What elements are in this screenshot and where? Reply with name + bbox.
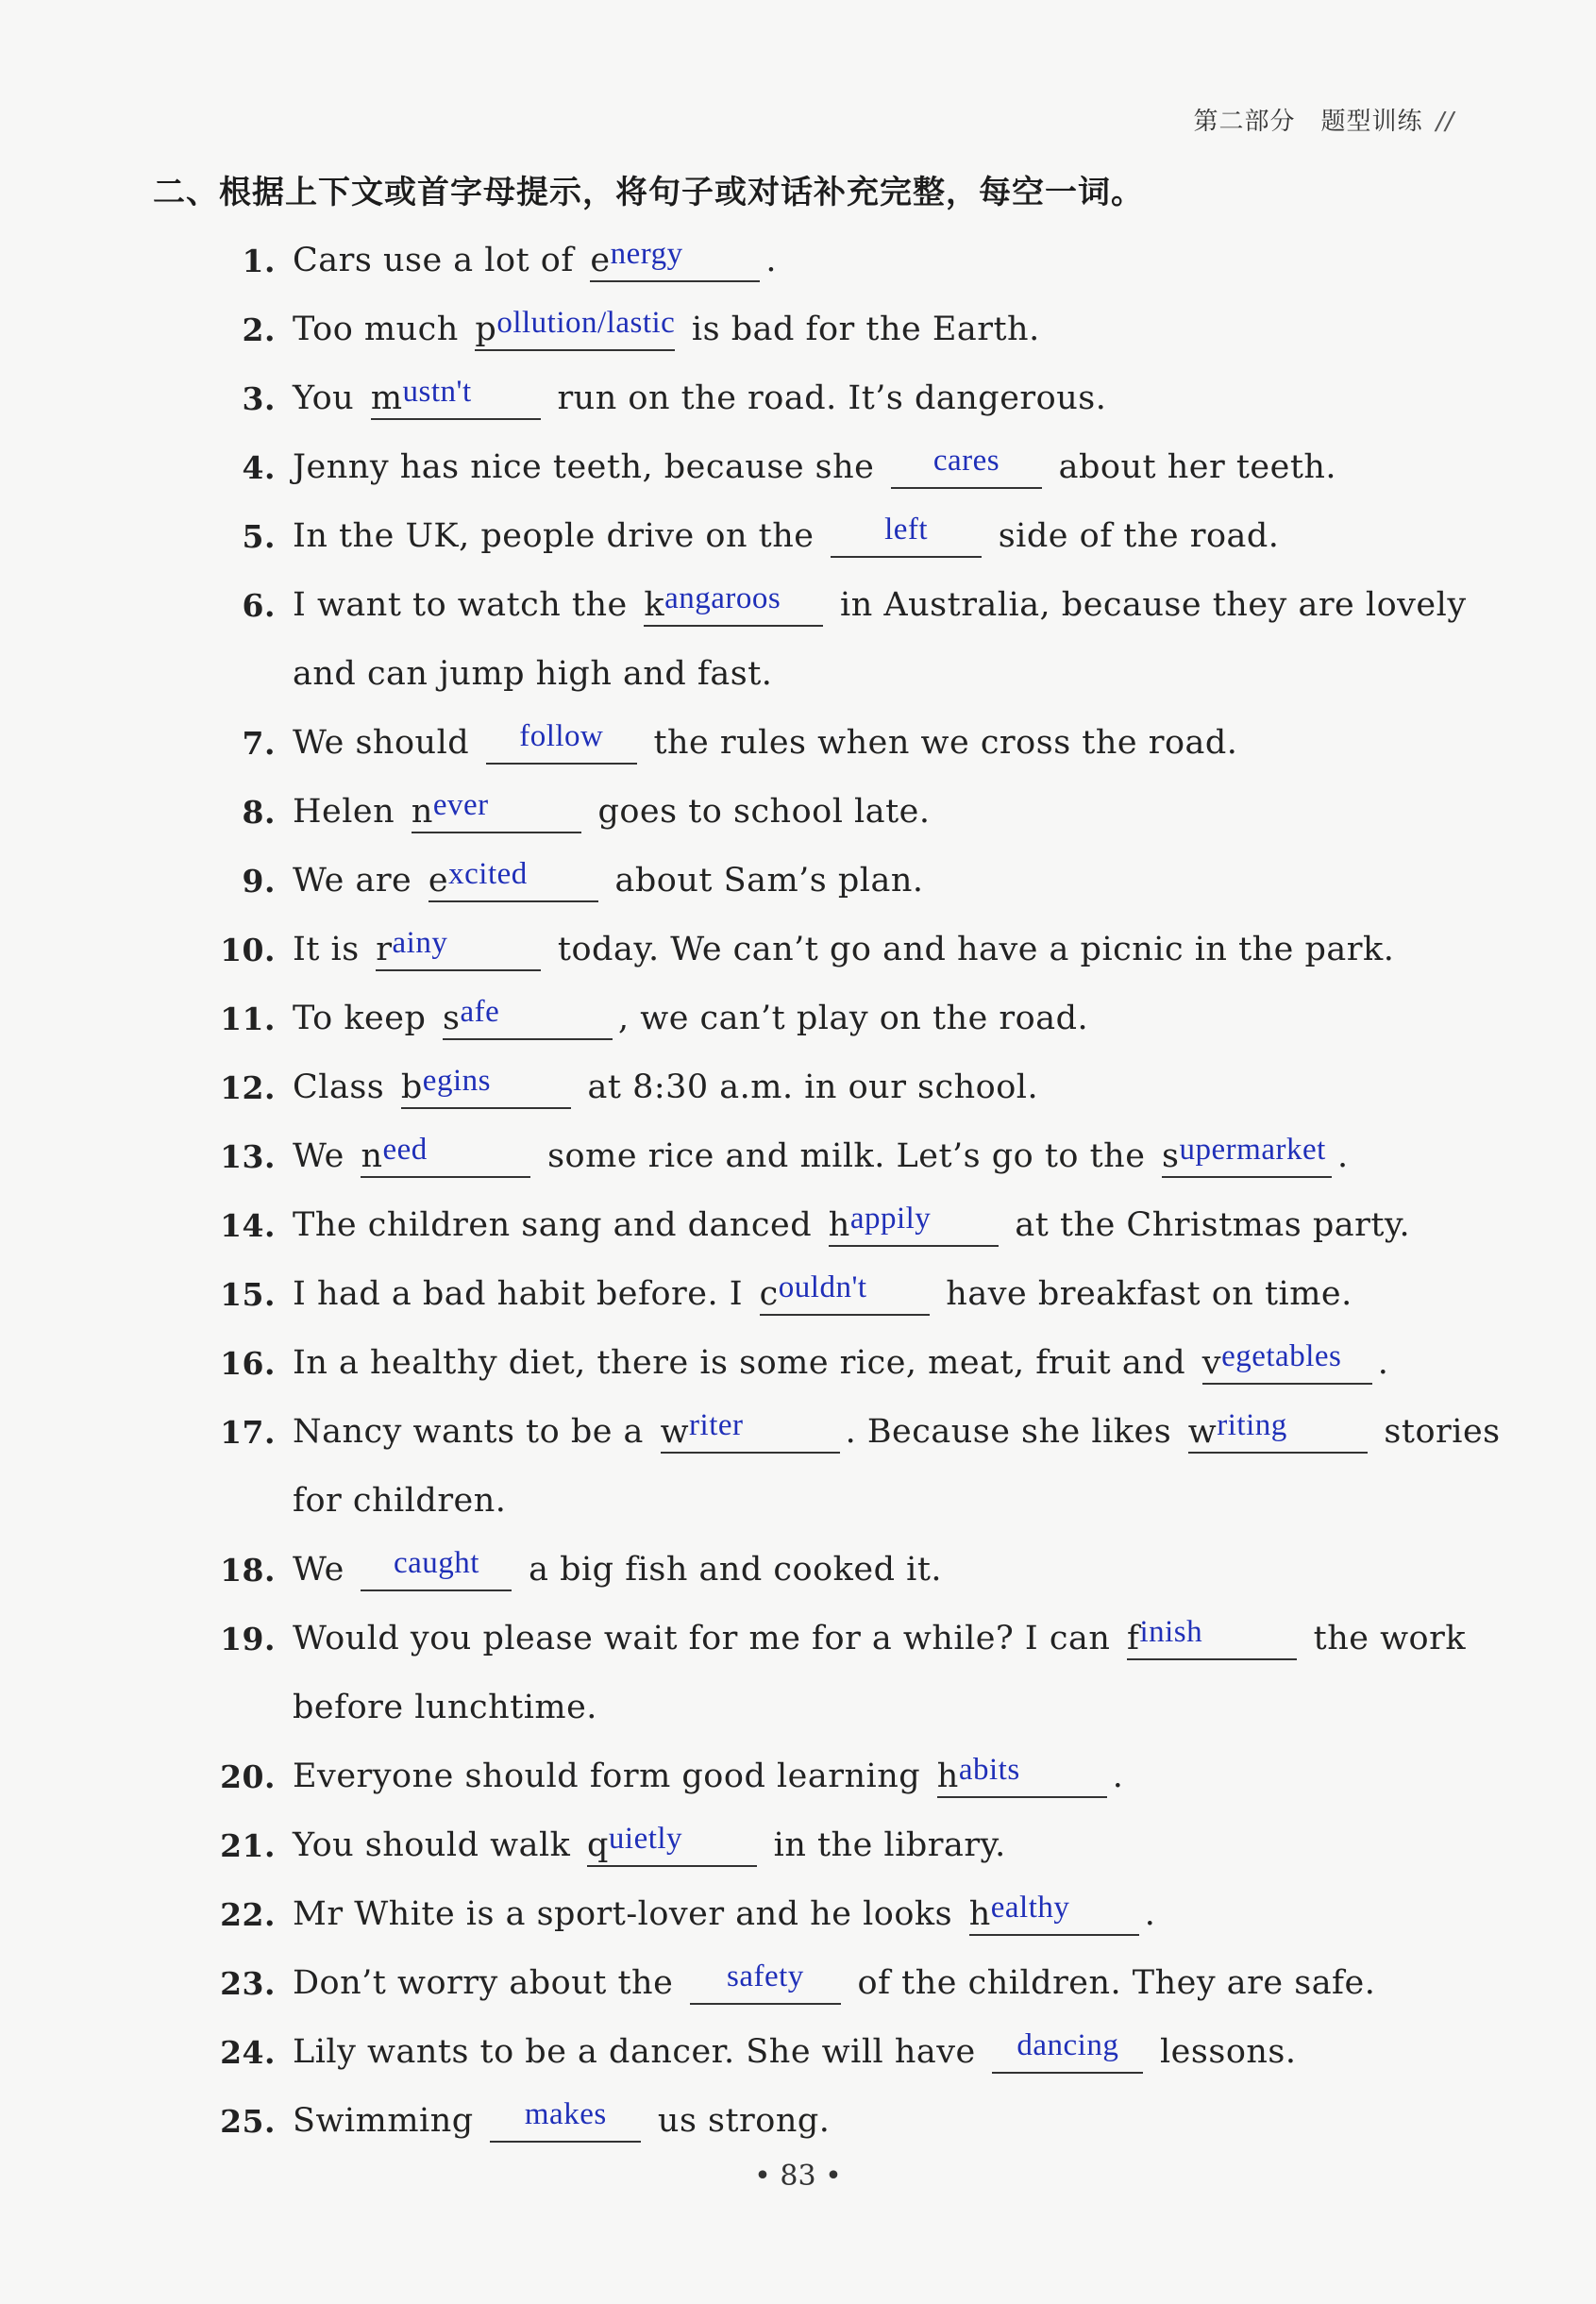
handwritten-answer: xcited xyxy=(448,857,528,891)
first-letter-hint: q xyxy=(587,1826,609,1864)
sentence-text: Class xyxy=(293,1068,395,1106)
handwritten-answer: egins xyxy=(422,1064,491,1098)
sentence-text: the work xyxy=(1302,1620,1467,1657)
exercise-item xyxy=(217,1880,1453,1949)
first-letter-hint: v xyxy=(1201,1344,1222,1382)
item-number: 8. xyxy=(242,794,276,831)
first-letter-hint: e xyxy=(590,242,611,279)
handwritten-answer: dancing xyxy=(1016,2028,1119,2062)
answer-blank[interactable] xyxy=(968,1891,1139,1936)
sentence-text: some rice and milk. Let’s go to the xyxy=(536,1137,1157,1175)
handwritten-answer: afe xyxy=(460,995,500,1029)
sentence-text: today. We can’t go and have a picnic in the park. xyxy=(546,931,1395,968)
answer-blank[interactable] xyxy=(831,513,982,558)
exercise-item xyxy=(217,364,1453,433)
handwritten-answer: upermarket xyxy=(1179,1133,1326,1167)
first-letter-hint: e xyxy=(428,862,449,900)
sentence-text: . xyxy=(1112,1757,1124,1795)
handwritten-answer: caught xyxy=(393,1546,479,1580)
sentence-text: . xyxy=(1337,1137,1349,1175)
exercise-item xyxy=(217,2018,1453,2087)
handwritten-answer: follow xyxy=(519,719,604,753)
sentence-text: The children sang and danced xyxy=(293,1206,823,1244)
item-number: 13. xyxy=(220,1138,276,1175)
exercise-item-continuation xyxy=(217,1673,1453,1742)
page-header xyxy=(1193,102,1454,137)
sentence-text: Cars use a lot of xyxy=(293,242,585,279)
answer-blank[interactable] xyxy=(936,1753,1107,1798)
sentence-text: . xyxy=(1377,1344,1389,1382)
item-number: 14. xyxy=(220,1207,276,1244)
item-number: 11. xyxy=(220,1001,276,1037)
first-letter-hint: h xyxy=(936,1757,959,1795)
item-number: 19. xyxy=(220,1621,276,1657)
exercise-item xyxy=(217,1122,1453,1191)
answer-blank[interactable] xyxy=(1162,1133,1332,1178)
item-number: 24. xyxy=(220,2034,276,2071)
sentence-text: Jenny has nice teeth, because she xyxy=(293,448,886,486)
header-mark: // xyxy=(1436,108,1454,136)
first-letter-hint: n xyxy=(411,793,433,831)
item-number: 3. xyxy=(242,380,276,417)
first-letter-hint: n xyxy=(361,1137,383,1175)
exercise-item xyxy=(217,847,1453,916)
sentence-text: Don’t worry about the xyxy=(293,1964,684,2002)
sentence-text: I want to watch the xyxy=(293,586,639,624)
first-letter-hint: s xyxy=(443,1000,461,1037)
item-number: 4. xyxy=(242,449,276,486)
sentence-text: run on the road. It’s dangerous. xyxy=(546,379,1107,417)
sentence-text: I had a bad habit before. I xyxy=(293,1275,754,1313)
exercise-item xyxy=(217,1398,1501,1467)
answer-blank[interactable] xyxy=(690,1959,841,2005)
answer-blank[interactable] xyxy=(428,857,598,902)
answer-blank[interactable] xyxy=(400,1064,571,1109)
handwritten-answer: safety xyxy=(727,1959,804,1993)
answer-blank[interactable] xyxy=(370,375,541,420)
answer-blank[interactable] xyxy=(828,1202,999,1247)
first-letter-hint: p xyxy=(475,311,497,348)
item-number: 10. xyxy=(220,932,276,968)
item-number: 15. xyxy=(220,1276,276,1313)
handwritten-answer: ouldn't xyxy=(778,1270,867,1304)
handwritten-answer: ever xyxy=(432,788,489,822)
handwritten-answer: angaroos xyxy=(664,581,781,615)
answer-blank[interactable] xyxy=(411,788,581,833)
exercise-item xyxy=(217,1329,1453,1398)
answer-blank[interactable] xyxy=(644,581,823,627)
first-letter-hint: c xyxy=(759,1275,779,1313)
handwritten-answer: eed xyxy=(382,1133,428,1167)
item-number: 21. xyxy=(220,1827,276,1864)
sentence-text: You xyxy=(293,379,365,417)
item-number: 18. xyxy=(220,1552,276,1589)
sentence-text: Everyone should form good learning xyxy=(293,1757,932,1795)
sentence-text: at 8:30 a.m. in our school. xyxy=(576,1068,1039,1106)
handwritten-answer: uietly xyxy=(608,1822,683,1856)
sentence-text: . Because she likes xyxy=(845,1413,1183,1451)
item-number: 5. xyxy=(242,518,276,555)
exercise-item xyxy=(217,502,1453,571)
sentence-text: We should xyxy=(293,724,480,762)
sentence-text: We are xyxy=(293,862,423,900)
answer-blank[interactable] xyxy=(1201,1339,1372,1385)
answer-blank[interactable] xyxy=(891,444,1042,489)
first-letter-hint: h xyxy=(968,1895,991,1933)
handwritten-answer: makes xyxy=(524,2097,607,2131)
answer-blank[interactable] xyxy=(490,2097,641,2143)
sentence-text: To keep xyxy=(293,1000,437,1037)
sentence-text: goes to school late. xyxy=(586,793,931,831)
sentence-text: Helen xyxy=(293,793,406,831)
exercise-item xyxy=(217,1949,1453,2018)
sentence-text: stories xyxy=(1372,1413,1501,1451)
handwritten-answer: nergy xyxy=(610,237,683,271)
sentence-text: Nancy wants to be a xyxy=(293,1413,655,1451)
first-letter-hint: w xyxy=(660,1413,690,1451)
answer-blank[interactable] xyxy=(376,926,541,971)
item-number: 23. xyxy=(220,1965,276,2002)
handwritten-answer: ealthy xyxy=(990,1891,1070,1925)
sentence-text: In a healthy diet, there is some rice, meat, fruit and xyxy=(293,1344,1197,1382)
sentence-text: at the Christmas party. xyxy=(1003,1206,1411,1244)
exercise-item xyxy=(217,571,1467,640)
section-title: 二、根据上下文或首字母提示，将句子或对话补充完整，每空一词。 xyxy=(153,174,1144,211)
exercise-item xyxy=(217,1260,1453,1329)
handwritten-answer: left xyxy=(884,513,929,547)
handwritten-answer: inish xyxy=(1139,1615,1203,1649)
answer-blank[interactable] xyxy=(587,1822,757,1867)
sentence-text: the rules when we cross the road. xyxy=(642,724,1238,762)
exercise-item xyxy=(217,1191,1453,1260)
handwritten-answer: cares xyxy=(932,444,1000,478)
sentence-text: Too much xyxy=(293,311,470,348)
handwritten-answer: riter xyxy=(689,1408,744,1442)
exercise-item xyxy=(217,916,1453,984)
handwritten-answer: ainy xyxy=(392,926,448,960)
sentence-text: in Australia, because they are lovely xyxy=(829,586,1467,624)
sentence-text: for children. xyxy=(293,1482,507,1520)
exercise-item xyxy=(217,1053,1453,1122)
exercise-item xyxy=(217,778,1453,847)
first-letter-hint: h xyxy=(828,1206,850,1244)
handwritten-answer: ollution/lastic xyxy=(496,306,676,340)
sentence-text: , we can’t play on the road. xyxy=(618,1000,1089,1037)
exercise-item-continuation xyxy=(217,1467,1453,1536)
sentence-text: about Sam’s plan. xyxy=(603,862,924,900)
exercise-item-continuation xyxy=(217,640,1453,709)
sentence-text: In the UK, people drive on the xyxy=(293,517,826,555)
item-number: 7. xyxy=(242,725,276,762)
first-letter-hint: m xyxy=(370,379,403,417)
exercise-item xyxy=(217,1536,1453,1605)
first-letter-hint: b xyxy=(400,1068,423,1106)
exercise-item xyxy=(217,2087,1453,2156)
first-letter-hint: r xyxy=(376,931,393,968)
exercise-item xyxy=(217,1811,1453,1880)
exercise-item xyxy=(217,1742,1453,1811)
sentence-text: We xyxy=(293,1137,356,1175)
sentence-text: is bad for the Earth. xyxy=(680,311,1040,348)
sentence-text: We xyxy=(293,1551,356,1589)
handwritten-answer: ustn't xyxy=(402,375,472,409)
sentence-text: about her teeth. xyxy=(1048,448,1337,486)
answer-blank[interactable] xyxy=(759,1270,930,1316)
exercise-item xyxy=(217,709,1453,778)
handwritten-answer: abits xyxy=(958,1753,1020,1787)
sentence-text: Swimming xyxy=(293,2102,485,2140)
sentence-text: a big fish and cooked it. xyxy=(517,1551,943,1589)
item-number: 22. xyxy=(220,1896,276,1933)
sentence-text: in the library. xyxy=(763,1826,1006,1864)
exercise-item xyxy=(217,1605,1467,1673)
sentence-text: . xyxy=(1144,1895,1156,1933)
answer-blank[interactable] xyxy=(443,995,613,1040)
answer-blank[interactable] xyxy=(361,1133,530,1178)
answer-blank[interactable] xyxy=(361,1546,512,1591)
sentence-text: side of the road. xyxy=(987,517,1280,555)
item-number: 25. xyxy=(220,2103,276,2140)
answer-blank[interactable] xyxy=(1187,1408,1368,1454)
sentence-text: of the children. They are safe. xyxy=(846,1964,1376,2002)
item-number: 17. xyxy=(220,1414,276,1451)
item-number: 2. xyxy=(242,311,276,348)
first-letter-hint: w xyxy=(1187,1413,1218,1451)
first-letter-hint: k xyxy=(644,586,665,624)
handwritten-answer: riting xyxy=(1217,1408,1287,1442)
sentence-text: and can jump high and fast. xyxy=(293,655,773,693)
exercise-list xyxy=(217,227,1501,2156)
answer-blank[interactable] xyxy=(992,2028,1143,2074)
exercise-item xyxy=(217,433,1453,502)
header-text: 第二部分 题型训练 xyxy=(1193,108,1423,136)
sentence-text: It is xyxy=(293,931,371,968)
page-number: • 83 • xyxy=(754,2160,842,2193)
item-number: 9. xyxy=(242,863,276,900)
item-number: 6. xyxy=(242,587,276,624)
sentence-text: Mr White is a sport-lover and he looks xyxy=(293,1895,964,1933)
sentence-text: Lily wants to be a dancer. She will have xyxy=(293,2033,987,2071)
sentence-text: You should walk xyxy=(293,1826,581,1864)
answer-blank[interactable] xyxy=(1127,1615,1297,1660)
sentence-text: Would you please wait for me for a while? I can xyxy=(293,1620,1121,1657)
item-number: 12. xyxy=(220,1069,276,1106)
item-number: 20. xyxy=(220,1758,276,1795)
item-number: 16. xyxy=(220,1345,276,1382)
sentence-text: . xyxy=(765,242,778,279)
answer-blank[interactable] xyxy=(486,719,637,765)
answer-blank[interactable] xyxy=(590,237,760,282)
sentence-text: before lunchtime. xyxy=(293,1689,597,1726)
sentence-text: lessons. xyxy=(1149,2033,1297,2071)
first-letter-hint: f xyxy=(1127,1620,1140,1657)
answer-blank[interactable] xyxy=(660,1408,840,1454)
first-letter-hint: s xyxy=(1162,1137,1180,1175)
answer-blank[interactable] xyxy=(475,306,676,351)
item-number: 1. xyxy=(242,243,276,279)
exercise-item xyxy=(217,984,1453,1053)
handwritten-answer: egetables xyxy=(1221,1339,1342,1373)
exercise-item xyxy=(217,295,1453,364)
sentence-text: us strong. xyxy=(647,2102,831,2140)
sentence-text: have breakfast on time. xyxy=(934,1275,1352,1313)
exercise-item xyxy=(217,227,1453,295)
handwritten-answer: appily xyxy=(849,1202,932,1236)
